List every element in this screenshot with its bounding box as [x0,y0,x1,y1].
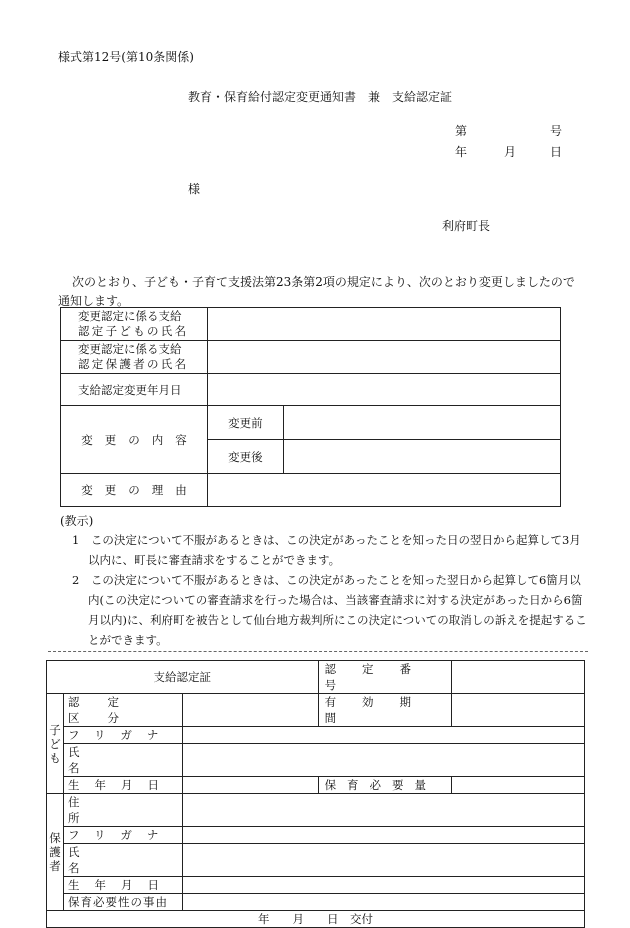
child-name-value[interactable] [207,308,560,341]
after-value[interactable] [283,440,560,474]
date-day: 日 [550,145,563,159]
child-name-cert-value[interactable] [182,744,584,777]
child-birthdate-label: 生年月日 [63,777,182,794]
reason-label: 変更の理由 [61,474,208,507]
change-table [60,307,561,507]
address-label: 住所 [63,794,182,827]
guardian-birthdate-label: 生年月日 [63,877,182,894]
child-furigana-value[interactable] [182,727,584,744]
cert-number-value[interactable] [452,661,585,694]
notes-heading: (教示) [60,514,94,528]
child-name-row [61,308,561,341]
guardian-name-cert-label: 氏名 [63,844,182,877]
intro-line-1: 次のとおり、子ども・子育て支援法第23条第2項の規定により、次のとおり変更しましたので [72,275,575,289]
number-go: 号 [550,124,563,138]
guardian-furigana-label: フリガナ [63,827,182,844]
change-date-label: 支給認定変更年月日 [61,374,208,406]
necessity-label: 保育必要性の事由 [63,894,182,911]
necessity-value[interactable] [182,894,584,911]
child-name-label: 変更認定に係る支給 認定子どもの氏名 [61,308,208,341]
after-label: 変更後 [207,440,283,474]
addressee-suffix: 様 [188,182,201,196]
guardian-name-cert-value[interactable] [182,844,584,877]
childcare-amount-label: 保育必要量 [318,777,452,794]
change-date-row [61,374,561,406]
child-furigana-label: フリガナ [63,727,182,744]
intro-line-2: 通知します。 [58,294,130,308]
guardian-furigana-value[interactable] [182,827,584,844]
childcare-amount-value[interactable] [452,777,585,794]
validity-value[interactable] [452,694,585,727]
form-id: 様式第12号(第10条関係) [58,50,194,64]
address-value[interactable] [182,794,584,827]
date-year: 年 [455,145,468,159]
date-month: 月 [504,145,517,159]
change-content-row-before [61,406,561,440]
before-label: 変更前 [207,406,283,440]
cert-number-label: 認定番号 [318,661,452,694]
child-birthdate-value[interactable] [182,777,318,794]
reason-row [61,474,561,507]
before-value[interactable] [283,406,560,440]
guardian-group-label: 保護者 [47,794,64,911]
category-label: 認定区分 [63,694,182,727]
child-name-cert-label: 氏名 [63,744,182,777]
document-title: 教育・保育給付認定変更通知書 兼 支給認定証 [188,90,453,104]
validity-label: 有効期間 [318,694,452,727]
change-content-label: 変更の内容 [61,406,208,474]
category-value[interactable] [182,694,318,727]
reason-value[interactable] [207,474,560,507]
cut-line [48,651,588,652]
issuer: 利府町長 [442,219,491,233]
guardian-name-label: 変更認定に係る支給 認定保護者の氏名 [61,341,208,374]
guardian-name-value[interactable] [207,341,560,374]
note-1: 1 この決定について不服があるときは、この決定があったことを知った日の翌日から起算して3月 以内に、町長に審査請求をすることができます。 [72,533,581,567]
note-2: 2 この決定について不服があるときは、この決定があったことを知った翌日から起算して6箇月以 内(この決定についての審査請求を行った場合は、当該審査請求に対する決定があった日から6箇 月以内)に、利府町を被告として仙台地方裁判所にこの決定についての取消しの訴えを提起するこ とができます。 [72,573,587,647]
issue-date-line: 年 月 日 交付 [47,911,585,928]
number-dai: 第 [455,124,468,138]
guardian-birthdate-value[interactable] [182,877,584,894]
child-group-label: 子ども [47,694,64,794]
cert-title: 支給認定証 [47,661,319,694]
certificate-table [46,660,585,928]
change-date-value[interactable] [207,374,560,406]
guardian-name-row [61,341,561,374]
